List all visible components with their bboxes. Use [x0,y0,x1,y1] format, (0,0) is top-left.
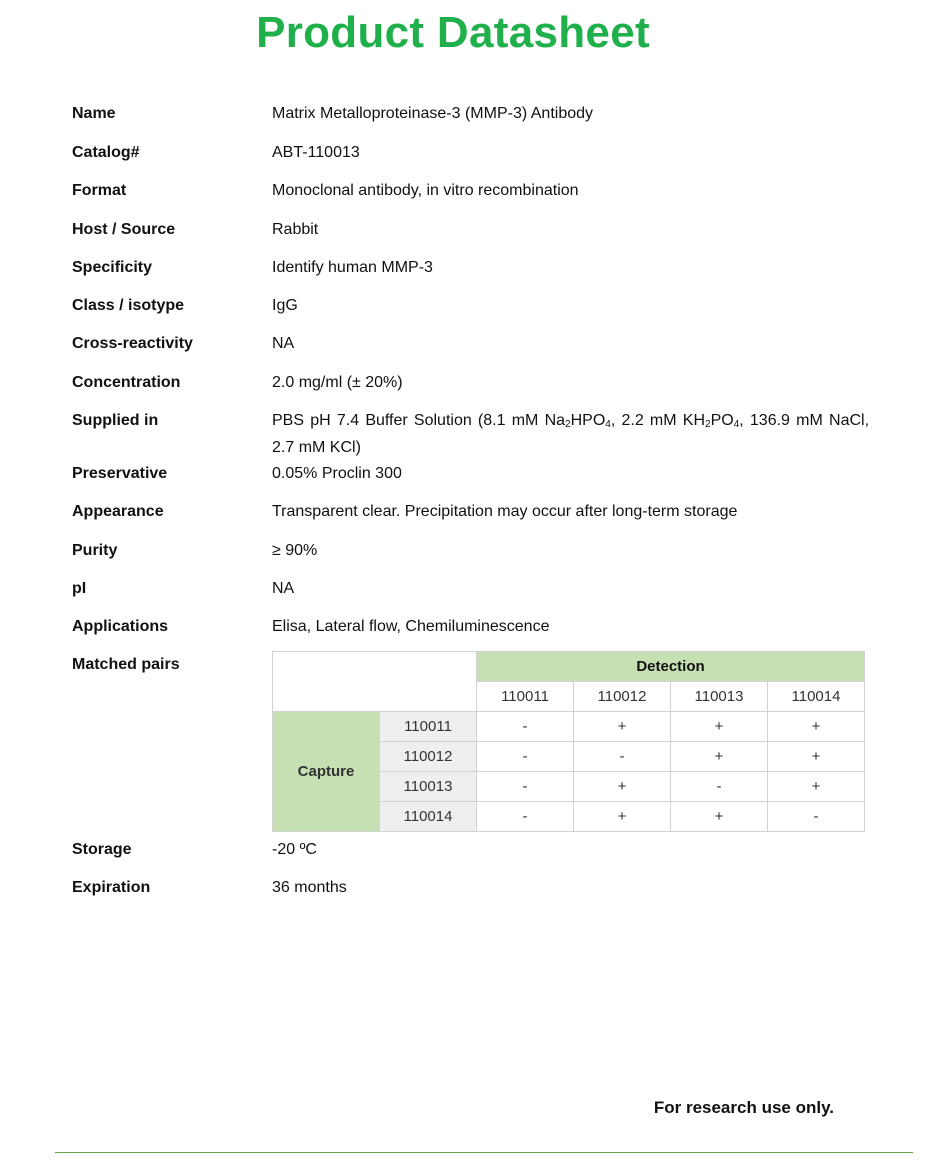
pair-cell: - [477,742,574,772]
pair-cell: - [477,802,574,832]
pair-cell: + [671,712,768,742]
field-label: Supplied in [72,412,159,429]
field-value: Transparent clear. Precipitation may occur after long-term storage [272,503,738,520]
field-label: Applications [72,618,169,635]
pair-cell: + [574,712,671,742]
field-label: Appearance [72,503,164,520]
pair-cell: + [671,742,768,772]
field-value: Elisa, Lateral flow, Chemiluminescence [272,618,550,635]
field-value: NA [272,335,295,352]
pair-cell: - [477,772,574,802]
detection-id: 110011 [477,682,574,712]
field-label: Preservative [72,465,168,482]
detection-id: 110014 [768,682,865,712]
pair-cell: + [768,772,865,802]
pair-cell: + [574,802,671,832]
field-label: Class / isotype [72,297,185,314]
field-value: PBS pH 7.4 Buffer Solution (8.1 mM $Na_2HPO_4$, 2.2 mM $KH_2PO_4$, 136.9 mM NaCl, 2.7 mM KCl) [272,412,870,456]
field-label: Format [72,182,127,199]
research-use-note: For research use only. [653,1098,834,1117]
field-label: Storage [72,841,132,858]
detection-id: 110012 [574,682,671,712]
field-value: NA [272,580,295,597]
field-value: -20 ºC [272,841,317,858]
capture-id: 110014 [380,802,477,832]
capture-id: 110013 [380,772,477,802]
field-value: Monoclonal antibody, in vitro recombination [272,182,579,199]
pair-cell: - [671,772,768,802]
field-value: Identify human MMP-3 [272,259,433,276]
matched-pairs-table [272,651,865,832]
pair-cell: - [768,802,865,832]
pair-cell: - [477,712,574,742]
capture-id: 110012 [380,742,477,772]
field-value: ABT-110013 [272,144,360,161]
table-row [273,712,865,742]
field-label: Specificity [72,259,153,276]
table-corner [273,652,477,712]
pair-cell: + [671,802,768,832]
field-label: Purity [72,542,118,559]
field-value: 2.0 mg/ml (± 20%) [272,374,403,391]
field-label: Concentration [72,374,181,391]
field-value: Matrix Metalloproteinase-3 (MMP-3) Antibody [272,105,594,122]
field-value: ≥ 90% [272,542,318,559]
page-title: Product Datasheet [256,8,650,57]
field-label: Name [72,105,116,122]
field-label: Matched pairs [72,656,180,673]
capture-header: Capture [273,712,380,832]
field-label: Host / Source [72,221,176,238]
field-label: Catalog# [72,144,140,161]
pair-cell: - [574,742,671,772]
field-value: 0.05% Proclin 300 [272,465,402,482]
field-value: IgG [272,297,298,314]
field-value: Rabbit [272,221,319,238]
field-label: Expiration [72,879,151,896]
detection-id: 110013 [671,682,768,712]
detection-header: Detection [477,652,865,682]
field-label: Cross-reactivity [72,335,193,352]
pair-cell: + [768,742,865,772]
capture-id: 110011 [380,712,477,742]
pair-cell: + [768,712,865,742]
field-value: 36 months [272,879,347,896]
field-label: pI [72,580,87,597]
footer-divider [55,1152,913,1153]
pair-cell: + [574,772,671,802]
